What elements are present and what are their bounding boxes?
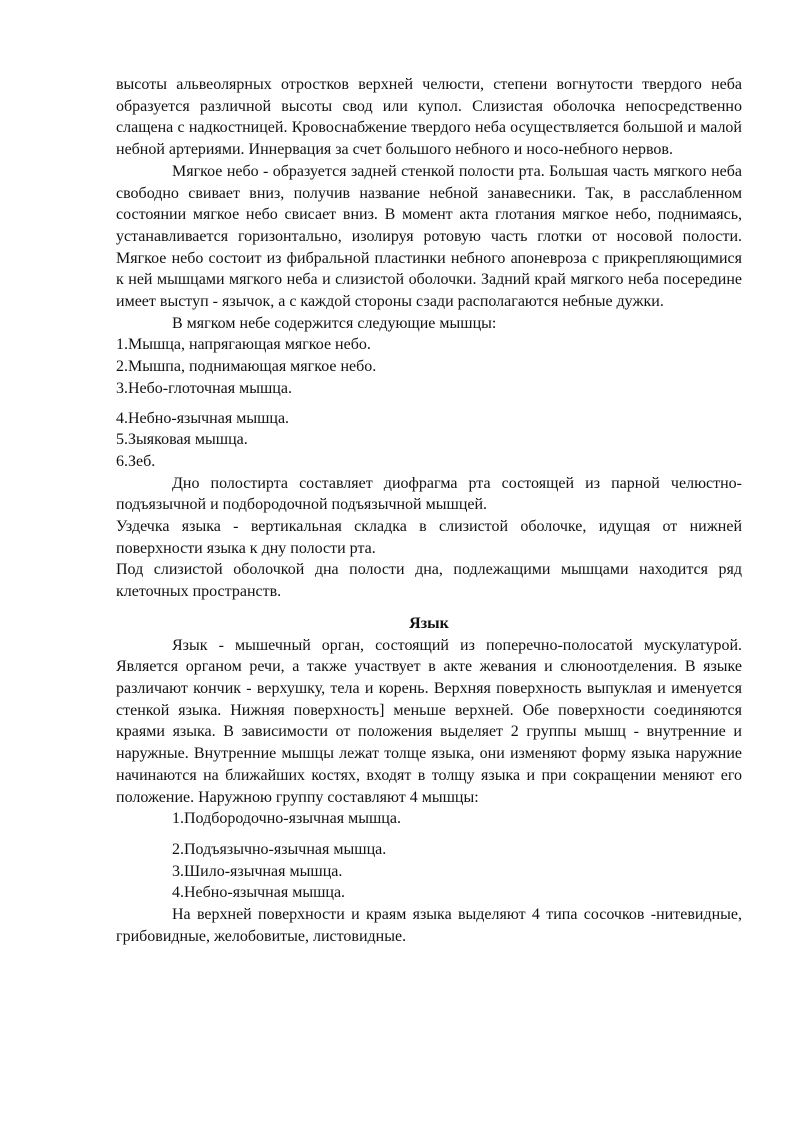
document-page [116,74,742,947]
paragraph-tongue-frenulum: Уздечка языка - вертикальная складка в слизистой оболочке, идущая от нижней поверхности языка к дну полости рта. [116,518,742,557]
soft-palate-muscle-list-1 [116,334,742,399]
paragraph-cellular-spaces: Под слизистой оболочкой дна полости дна, подлежащими мышцами находится ряд клеточных пространств. [116,561,742,601]
section-heading-tongue: Язык [409,614,449,632]
list-item: 6.Зеб. [116,452,156,470]
list-item: 3.Шило-язычная мышца. [172,862,343,880]
paragraph-soft-palate-muscles-intro: В мягком небе содержится следующие мышцы: [172,314,497,332]
paragraph-hard-palate: высоты альвеолярных отростков верхней челюсти, степени вогнутости твердого неба образуется различной высоты свод или купол. Слизистая оболочка непосредственно слащена с надкостницей. Кровоснабжение твердого неба осуществляется большой и малой небной артериями. Иннервация за счет большого небного и носо-небного нервов. [116,76,742,159]
paragraph-tongue: Язык - мышечный орган, состоящий из поперечно-полосатой мускулатурой. Является органом речи, а также участвует в акте жевания и слюноотделения. В языке различают кончик - верхушку, тела и корень. Верхняя поверхность выпуклая и именуется стенкой языка. Нижняя поверхность] меньше верхней. Обе поверхности соединяются краями языка. В зависимости от положения выделяет 2 группы мышц - внутренние и наружные. Внутренние мышцы лежат толще языка, они изменяют форму языка наружние начинаются на ближайших костях, входят в толщу языка и при сокращении меняют его положение. Наружною группу составляют 4 мышцы: [116,636,742,806]
paragraph-soft-palate: Мягкое небо - образуется задней стенкой полости рта. Большая часть мягкого неба свободно свивает вниз, получив название небной занавесники. Так, в расслабленном состоянии мягкое небо свисает вниз. В момент акта глотания мягкое небо, поднимаясь, устанавливается горизонтально, изолируя ротовую часть глотки от носовой полости. Мягкое небо состоит из фибральной пластинки небного апоневроза с прикрепляющимися к ней мышцами мягкого неба и слизистой оболочки. Задний край мягкого неба посередине имеет выступ - язычок, а с каждой стороны сзади располагаются небные дужки. [116,162,742,311]
list-item: 4.Небно-язычная мышца. [172,884,346,902]
list-item: 2.Мышпа, поднимающая мягкое небо. [116,358,377,376]
list-item: 1.Подбородочно-язычная мышца. [172,810,401,828]
tongue-muscle-list-2 [116,839,742,904]
paragraph-tongue-papillae: На верхней поверхности и краям языка выделяют 4 типа сосочков -нитевидные, грибовидные, желобовитые, листовидные. [116,906,742,945]
soft-palate-muscle-list-2 [116,408,742,473]
list-item: 3.Небо-глоточная мышца. [116,379,292,397]
list-item: 5.Зыяковая мышца. [116,431,248,449]
list-item: 2.Подъязычно-язычная мышца. [172,840,387,858]
list-item: 1.Мышца, напрягающая мягкое небо. [116,336,371,354]
list-item: 4.Небно-язычная мышца. [116,409,290,427]
paragraph-mouth-floor: Дно полостирта составляет диофрагма рта состоящей из парной челюстно-подъязычной и подбородочной подъязычной мышцей. [116,474,742,514]
tongue-muscle-list-1 [116,808,742,830]
